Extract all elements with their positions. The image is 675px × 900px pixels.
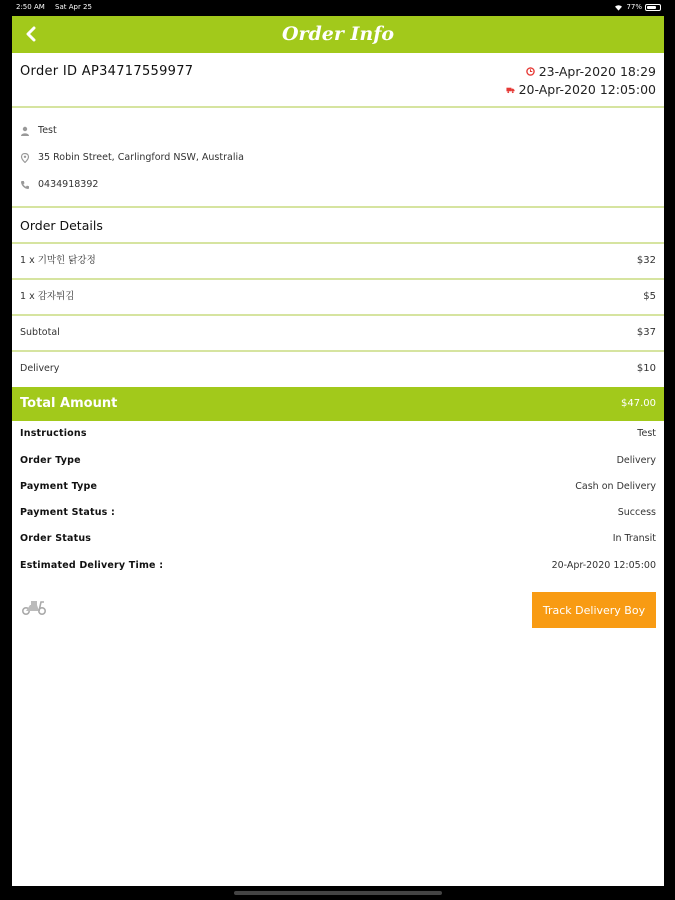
track-delivery-boy-button[interactable]: Track Delivery Boy [532,592,656,628]
wifi-icon [614,4,623,11]
total-amount-value: $47.00 [621,398,656,409]
total-amount-bar [12,387,664,421]
subtotal-value: $37 [636,327,656,338]
battery-icon [645,4,661,11]
customer-phone-row [20,179,98,190]
home-indicator [234,891,442,895]
order-datetime-row [526,64,656,79]
info-label: Estimated Delivery Time : [20,560,164,571]
customer-address: 35 Robin Street, Carlingford NSW, Australia [38,152,244,163]
app-header [12,16,664,53]
order-item-name: 1 x 감자튀김 [20,291,75,302]
info-label: Payment Status : [20,507,116,518]
customer-name-row [20,125,57,136]
order-item-price: $5 [643,291,656,302]
info-label: Order Type [20,455,81,466]
scooter-icon [20,596,48,616]
delivery-fee-row [12,352,664,388]
info-label: Payment Type [20,481,98,492]
delivery-datetime-row [506,82,656,97]
info-value: Cash on Delivery [575,481,656,492]
subtotal-label: Subtotal [20,327,60,338]
order-datetime: 23-Apr-2020 18:29 [538,64,656,79]
info-value: In Transit [612,533,656,544]
status-time: 2:50 AM [16,3,45,11]
customer-info [12,108,664,208]
delivery-fee-value: $10 [636,363,656,374]
info-row-order-type [12,451,664,471]
order-item-name: 1 x 기막힌 닭강정 [20,255,96,266]
order-details-heading: Order Details [12,208,664,244]
status-date: Sat Apr 25 [55,3,92,11]
order-id: Order ID AP34717559977 [20,64,194,79]
info-label: Instructions [20,428,87,439]
order-item-row [12,244,664,280]
total-amount-label: Total Amount [20,396,118,411]
page-title: Order Info [281,23,395,45]
info-row-payment-status [12,503,664,523]
subtotal-row [12,316,664,352]
order-summary-header [12,53,664,108]
info-value: Test [637,428,656,439]
customer-phone: 0434918392 [38,179,99,190]
delivery-truck-icon [506,85,515,94]
info-row-payment-type [12,477,664,497]
person-icon [20,126,30,136]
info-value: Delivery [616,455,656,466]
location-pin-icon [20,153,30,163]
battery-percent: 77% [626,3,642,11]
info-row-estimated-delivery [12,556,664,576]
status-bar [0,0,675,14]
info-row-order-status [12,529,664,549]
order-info-screen [12,16,664,886]
info-value: Success [617,507,656,518]
phone-icon [20,180,30,190]
clock-icon [526,67,535,76]
info-value: 20-Apr-2020 12:05:00 [551,560,656,571]
delivery-datetime: 20-Apr-2020 12:05:00 [518,82,656,97]
delivery-fee-label: Delivery [20,363,60,374]
order-item-row [12,280,664,316]
info-label: Order Status [20,533,92,544]
info-row-instructions [12,424,664,444]
customer-name: Test [38,125,57,136]
order-item-price: $32 [636,255,656,266]
customer-address-row [20,152,244,163]
